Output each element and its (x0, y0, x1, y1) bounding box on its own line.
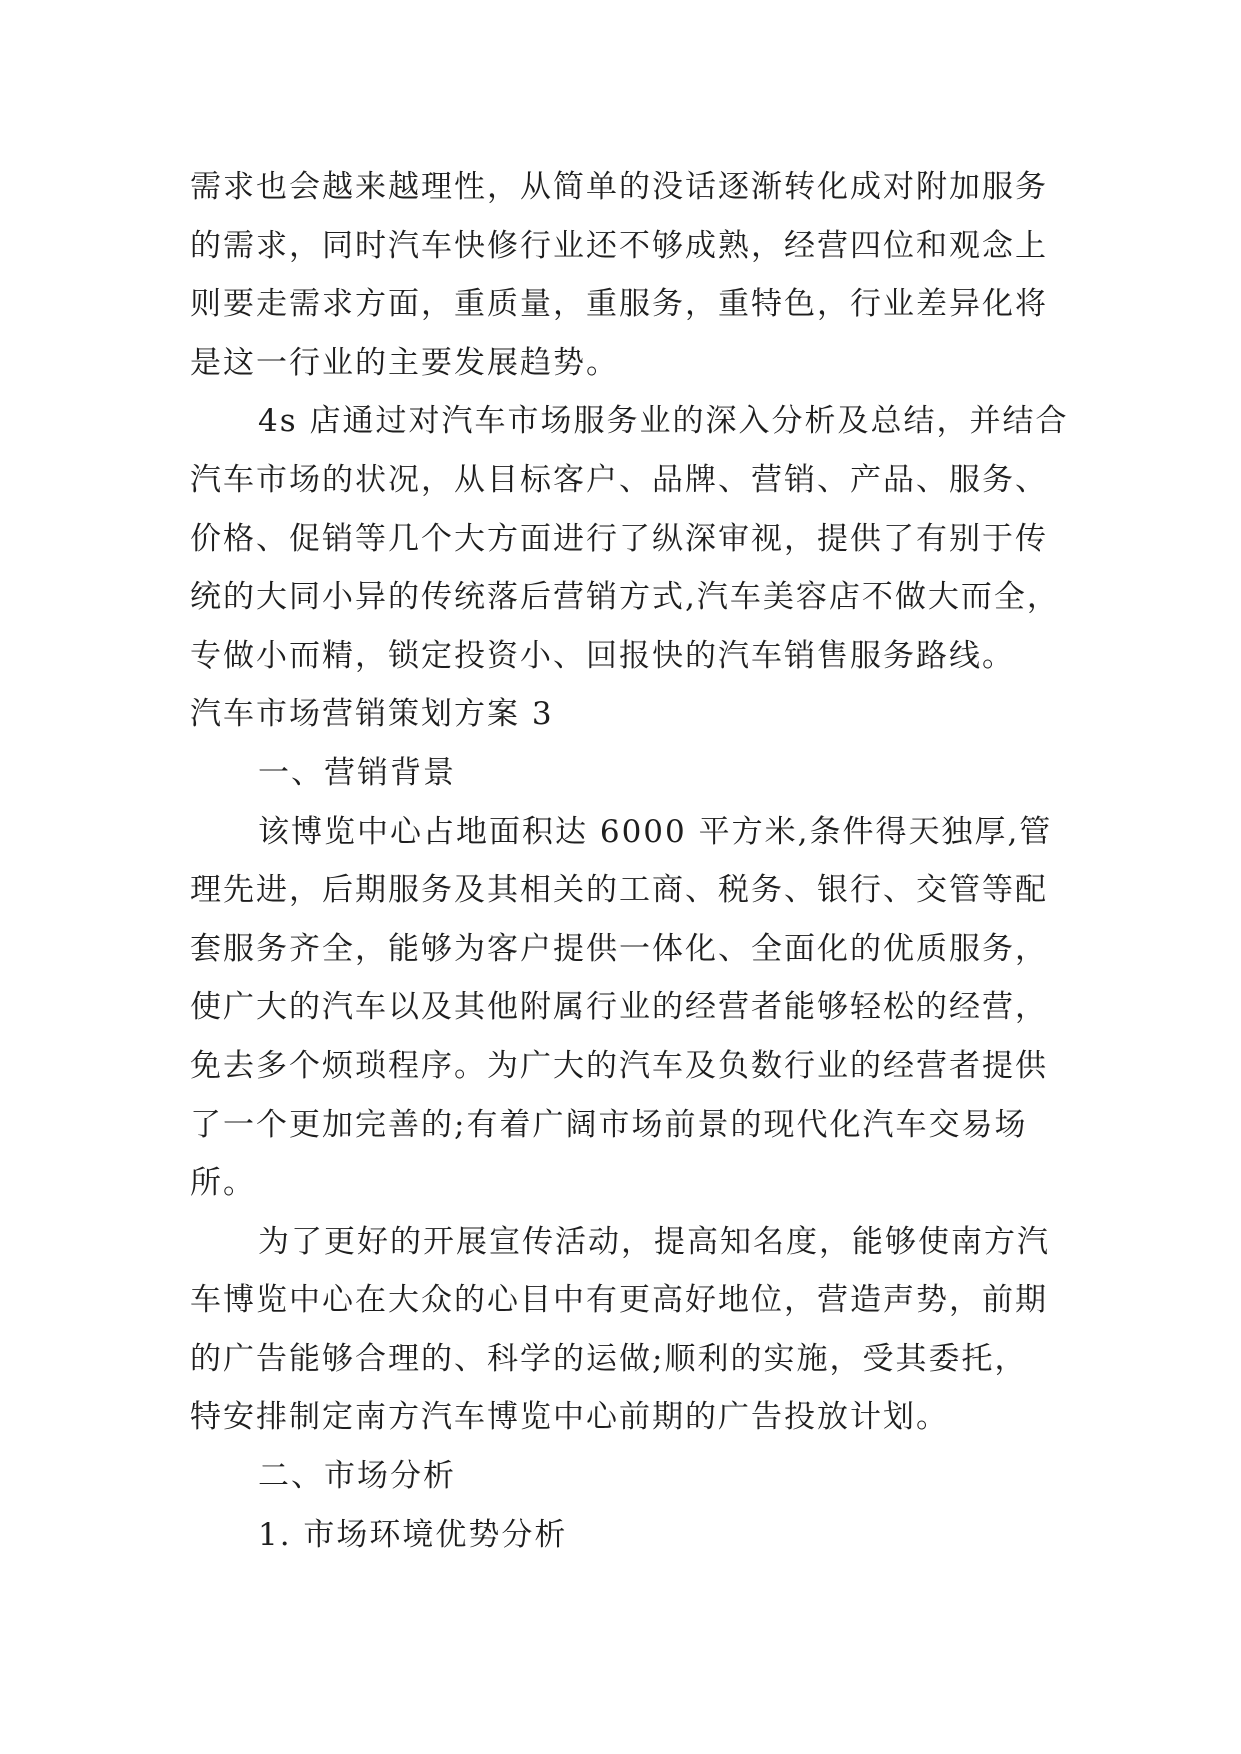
text-line: 二、市场分析 (258, 1458, 456, 1495)
text-line: 的广告能够合理的、科学的运做;顺利的实施，受其委托， (190, 1340, 1028, 1377)
text-line: 一、营销背景 (258, 754, 456, 791)
text-line: 套服务齐全，能够为客户提供一体化、全面化的优质服务， (190, 930, 1048, 967)
text-line: 统的大同小异的传统落后营销方式,汽车美容店不做大而全， (190, 579, 1060, 616)
text-line: 1. 市场环境优势分析 (258, 1516, 568, 1553)
text-line: 该博览中心占地面积达 6000 平方米,条件得天独厚,管 (258, 813, 1053, 850)
text-line: 理先进，后期服务及其相关的工商、税务、银行、交管等配 (190, 872, 1048, 909)
text-line: 使广大的汽车以及其他附属行业的经营者能够轻松的经营， (190, 989, 1048, 1026)
text-line: 的需求，同时汽车快修行业还不够成熟，经营四位和观念上 (190, 227, 1048, 264)
text-line: 价格、促销等几个大方面进行了纵深审视，提供了有别于传 (190, 520, 1048, 557)
text-line: 是这一行业的主要发展趋势。 (190, 344, 619, 381)
document-body (190, 158, 1070, 1564)
text-line: 则要走需求方面，重质量，重服务，重特色，行业差异化将 (190, 286, 1048, 323)
text-line: 为了更好的开展宣传活动，提高知名度，能够使南方汽 (258, 1223, 1050, 1260)
text-line: 专做小而精，锁定投资小、回报快的汽车销售服务路线。 (190, 637, 1015, 674)
text-line: 特安排制定南方汽车博览中心前期的广告投放计划。 (190, 1399, 949, 1436)
text-line: 汽车市场营销策划方案 3 (190, 696, 554, 733)
text-line: 所。 (190, 1165, 256, 1202)
text-line: 车博览中心在大众的心目中有更高好地位，营造声势，前期 (190, 1282, 1048, 1319)
text-line: 汽车市场的状况，从目标客户、品牌、营销、产品、服务、 (190, 461, 1048, 498)
text-line: 了一个更加完善的;有着广阔市场前景的现代化汽车交易场 (190, 1106, 1028, 1143)
text-line: 4s 店通过对汽车市场服务业的深入分析及总结，并结合 (258, 403, 1069, 440)
text-line: 需求也会越来越理性，从简单的没话逐渐转化成对附加服务 (190, 169, 1048, 205)
text-line: 免去多个烦琐程序。为广大的汽车及负数行业的经营者提供 (190, 1047, 1048, 1084)
